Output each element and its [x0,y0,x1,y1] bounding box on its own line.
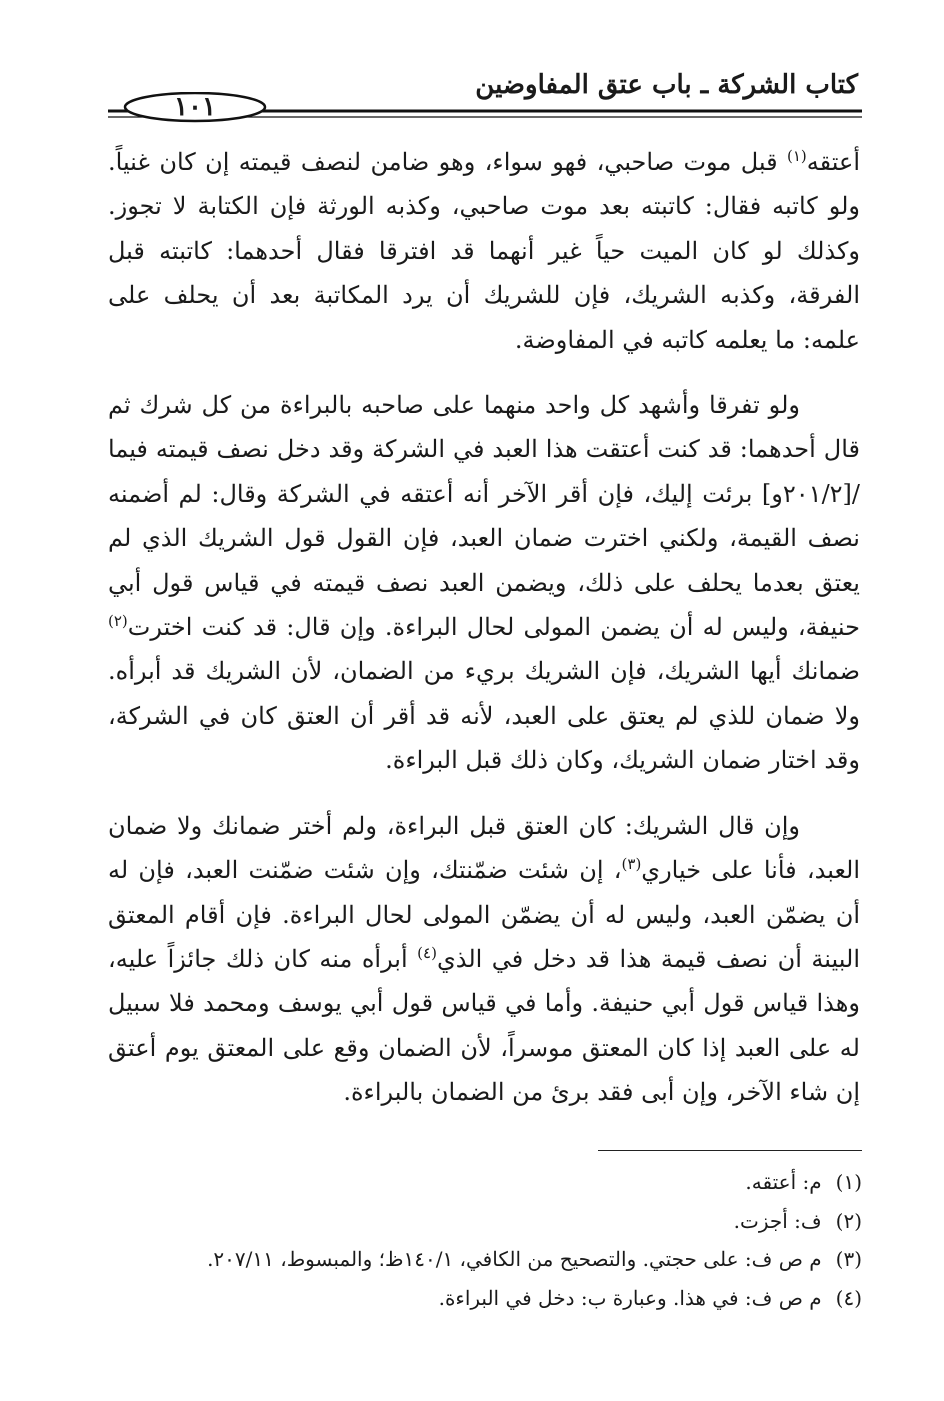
text-run: ولو تفرقا وأشهد كل واحد منهما على صاحبه بالبراءة من كل شرك ثم قال أحدهما: قد كنت أعتقت هذا العبد في الشركة وقد دخل نصف قيمته فيما /[٢٠١/٢و] برئت إليك، فإن أقر الآخر أنه أعتقه في الشركة وقال: لم أضمنه نصف القيمة، ولكني اخترت ضمان العبد، فإن القول قول الشريك الذي لم يعتق بعدما يحلف على ذلك، ويضمن العبد نصف قيمته في قياس قول أبي حنيفة، وليس له أن يضمن المولى لحال البراءة. وإن قال: قد كنت اخترت [108,391,860,642]
footnote-text: م ص ف: في هذا. وعبارة ب: دخل في البراءة. [438,1285,822,1310]
text-run: أعتقه [806,148,860,176]
footnote-number: (٣) [835,1247,862,1271]
footnote-number: (٢) [835,1208,862,1233]
paragraph [108,140,860,362]
footnote-text: ف: أجزت. [733,1208,822,1233]
paragraph [108,383,860,783]
footnote-text: م: أعتقه. [745,1170,822,1194]
footnote-marker: (٢) [108,612,128,631]
text-run: وإن قال الشريك: كان العتق قبل البراءة، ولم أختر ضمانك ولا ضمان العبد، فأنا على خياري [108,811,860,885]
main-text [108,140,860,1136]
footnote-marker: (١) [786,147,807,165]
footnote-item [108,1202,862,1241]
running-title: كتاب الشركة ـ باب عتق المفاوضين [475,70,858,100]
text-run: ، إن شئت ضمّنتك، وإن شئت ضمّنت العبد، فإن له أن يضمّن العبد، وليس له أن يضمّن المولى لحال البراءة. فإن أقام المعتق البينة أن نصف قيمة هذا قد دخل في الذي [108,856,860,973]
footnote-number: (١) [835,1170,862,1194]
text-run: أبرأه منه كان ذلك جائزاً عليه، وهذا قياس قول أبي حنيفة. وأما في قياس قول أبي يوسف ومحمد فلا سبيل له على العبد إذا كان المعتق موسراً، لأن الضمان وقع على المعتق يوم أعتق إن شاء الآخر، وإن أبى فقد برئ من الضمان بالبراءة. [108,944,860,1107]
page-number: ١٠١ [174,92,216,122]
text-run: ضمانك أيها الشريك، فإن الشريك بريء من الضمان، لأن الشريك قد أبرأه. ولا ضمان للذي لم يعتق على العبد، لأنه قد أقر أن العتق كان في الشركة، وقد اختار ضمان الشريك، وكان ذلك قبل البراءة. [108,657,860,775]
paragraph [108,804,860,1115]
footnote-marker: (٣) [621,855,642,874]
text-run: قبل موت صاحبي، فهو سواء، وهو ضامن لنصف قيمته إن كان غنياً. ولو كاتبه فقال: كاتبته بعد موت صاحبي، وكذبه الورثة فإن الكتابة لا تجوز. وكذلك لو كان الميت حياً غير أنهما قد افترقا فقال أحدهما: كاتبته قبل الفرقة، وكذبه الشريك، فإن للشريك أن يرد المكاتبة بعد أن يحلف على علمه: ما يعلمه كاتبه في المفاوضة. [108,148,860,354]
footnote-item [108,1279,862,1318]
footnote-item [108,1240,862,1279]
footnote-separator [598,1150,862,1151]
footnote-text: م ص ف: على حجتي. والتصحيح من الكافي، ١٤٠/١ظ؛ والمبسوط، ٢٠٧/١١. [207,1247,822,1271]
footnote-number: (٤) [835,1285,862,1310]
footnote-item [108,1163,862,1202]
footnote-marker: (٤) [417,943,437,962]
footnotes [108,1163,862,1317]
